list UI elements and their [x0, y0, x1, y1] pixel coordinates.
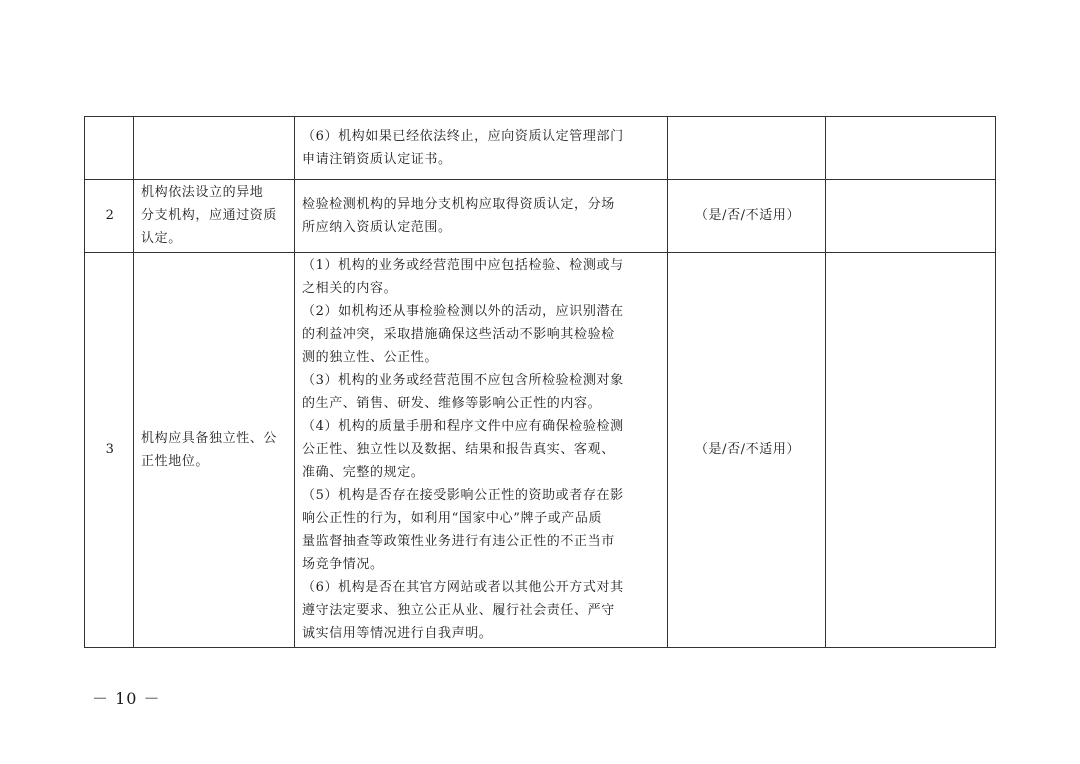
- criteria-line: 量监督抽查等政策性业务进行有违公正性的不正当市: [302, 534, 615, 549]
- criteria-line: 的生产、销售、研发、维修等影响公正性的内容。: [302, 396, 602, 411]
- criteria-cell: [295, 180, 668, 253]
- criteria-line: （2）如机构还从事检验检测以外的活动，应识别潜在: [302, 304, 624, 319]
- criteria-line: （4）机构的质量手册和程序文件中应有确保检验检测: [302, 419, 624, 434]
- requirement-line: 机构依法设立的异地: [141, 185, 264, 200]
- table-row: [85, 253, 996, 648]
- page-number: － 10 －: [92, 689, 161, 708]
- criteria-line: 响公正性的行为，如利用“国家中心”牌子或产品质: [302, 511, 603, 526]
- criteria-line: （6）机构如果已经依法终止，应向资质认定管理部门: [302, 128, 624, 144]
- criteria-line: 之相关的内容。: [302, 281, 398, 296]
- criteria-line: 准确、完整的规定。: [302, 465, 425, 480]
- review-table: [84, 116, 996, 648]
- requirement-line: 机构应具备独立性、公: [141, 430, 278, 446]
- result-cell: （是/否/不适用）: [668, 253, 826, 648]
- criteria-line: （5）机构是否存在接受影响公正性的资助或者存在影: [302, 488, 624, 503]
- table-row: [85, 180, 996, 253]
- result-cell: [668, 117, 826, 180]
- row-number: 3: [85, 253, 134, 648]
- criteria-cell: [295, 253, 668, 648]
- criteria-line: 申请注销资质认定证书。: [302, 151, 452, 167]
- criteria-line: 测的独立性、公正性。: [302, 350, 439, 365]
- criteria-line: （6）机构是否在其官方网站或者以其他公开方式对其: [302, 580, 624, 595]
- requirement-cell: [134, 117, 295, 180]
- remark-cell: [826, 180, 996, 253]
- requirement-line: 正性地位。: [141, 453, 210, 469]
- criteria-line: 场竞争情况。: [302, 557, 384, 572]
- requirement-line: 分支机构，应通过资质: [141, 208, 278, 223]
- row-number: 2: [85, 180, 134, 253]
- result-cell: （是/否/不适用）: [668, 180, 826, 253]
- criteria-line: 诚实信用等情况进行自我声明。: [302, 626, 493, 641]
- remark-cell: [826, 117, 996, 180]
- criteria-line: 所应纳入资质认定范围。: [302, 219, 452, 235]
- criteria-line: （1）机构的业务或经营范围中应包括检验、检测或与: [302, 258, 624, 273]
- requirement-cell: [134, 180, 295, 253]
- criteria-cell: [295, 117, 668, 180]
- criteria-line: 遵守法定要求、独立公正从业、履行社会责任、严守: [302, 603, 615, 618]
- criteria-line: 检验检测机构的异地分支机构应取得资质认定，分场: [302, 196, 615, 212]
- criteria-line: （3）机构的业务或经营范围不应包含所检验检测对象: [302, 373, 624, 388]
- requirement-line: 认定。: [141, 231, 182, 246]
- remark-cell: [826, 253, 996, 648]
- criteria-line: 公正性、独立性以及数据、结果和报告真实、客观、: [302, 442, 615, 457]
- row-number: [85, 117, 134, 180]
- table-row: [85, 117, 996, 180]
- requirement-cell: [134, 253, 295, 648]
- criteria-line: 的利益冲突，采取措施确保这些活动不影响其检验检: [302, 327, 615, 342]
